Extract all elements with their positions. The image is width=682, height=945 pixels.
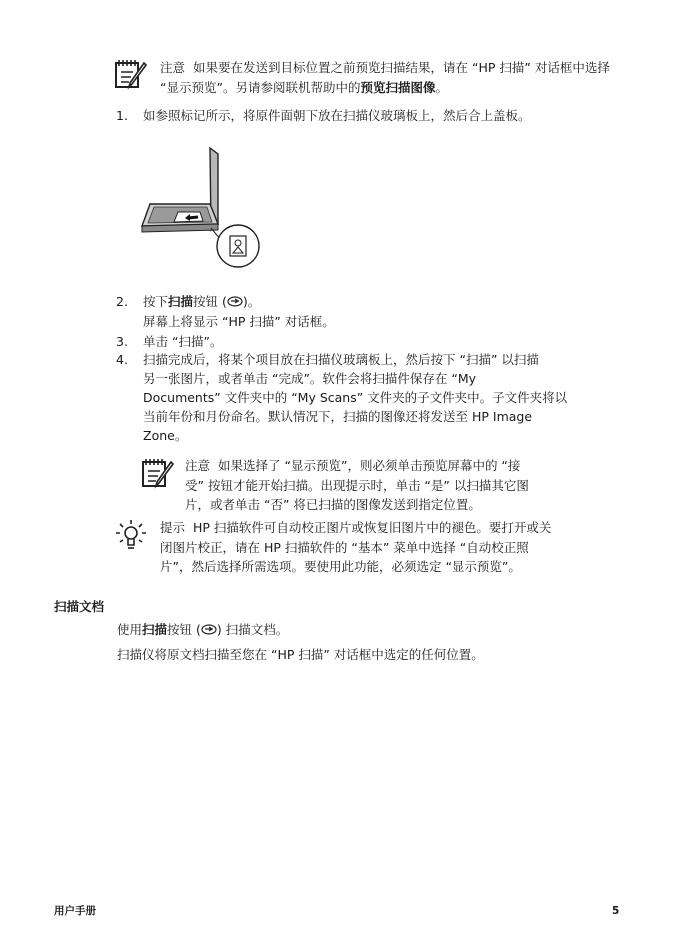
step-4-line-4: 当前年份和月份命名。默认情况下，扫描的图像还将发送至 HP Image	[143, 409, 533, 424]
page-number: 5	[612, 905, 620, 917]
scan-button-icon	[201, 624, 217, 635]
step-1-number: 1.	[116, 108, 128, 123]
step-4-line-3: Documents” 文件夹中的 “My Scans” 文件夹的子文件夹中。子文件夹将以	[143, 390, 568, 405]
tip-text: 提示 HP 扫描软件可自动校正图片或恢复旧图片中的褪色。要打开或关 闭图片校正，请在 HP 扫描软件的 “基本” 菜单中选择 “自动校正照 片”，然后选择所需选项。要使用此功能，必须选定 “显示预览”。	[160, 520, 552, 574]
note-2-label: 注意	[185, 458, 211, 473]
section-heading: 扫描文档	[54, 599, 105, 614]
step-2-subtext: 屏幕上将显示 “HP 扫描” 对话框。	[143, 314, 335, 329]
note-2-text: 注意 如果选择了 “显示预览”，则必须单击预览屏幕中的 “接 受” 按钮才能开始扫描。出现提示时，单击 “是” 以扫描其它图 片，或者单击 “否” 将已扫描的图像发送到指定位置。	[185, 458, 529, 512]
step-2-text: 按下扫描按钮 ( )。	[143, 294, 261, 309]
step-3-number: 3.	[116, 334, 128, 349]
step-4-line-2: 另一张图片，或者单击 “完成”。软件会将扫描件保存在 “My	[143, 371, 477, 386]
note-icon	[140, 456, 176, 490]
step-4-line-5: Zone。	[143, 428, 188, 443]
scanner-illustration	[138, 146, 262, 270]
section-paragraph-2: 扫描仪将原文档扫描至您在 “HP 扫描” 对话框中选定的任何位置。	[117, 647, 484, 662]
section-paragraph-1: 使用扫描按钮 ( ) 扫描文档。	[117, 622, 289, 637]
step-1-text: 如参照标记所示，将原件面朝下放在扫描仪玻璃板上，然后合上盖板。	[143, 108, 531, 123]
preview-link-text: 预览扫描图像	[360, 79, 436, 95]
footer-title: 用户手册	[54, 905, 96, 917]
step-4-line-1: 扫描完成后，将某个项目放在扫描仪玻璃板上，然后按下 “扫描” 以扫描	[143, 352, 539, 367]
note-1-label: 注意	[160, 60, 186, 75]
scan-button-icon	[227, 296, 243, 307]
step-2-number: 2.	[116, 294, 128, 309]
note-1-text: 注意 如果要在发送到目标位置之前预览扫描结果，请在 “HP 扫描” 对话框中选择 “显示预览”。另请参阅联机帮助中的预览扫描图像。	[160, 60, 610, 95]
step-3-text: 单击 “扫描”。	[143, 334, 223, 349]
step-4-number: 4.	[116, 352, 128, 367]
note-icon	[113, 57, 149, 91]
tip-label: 提示	[160, 520, 186, 535]
lightbulb-icon	[113, 518, 149, 554]
